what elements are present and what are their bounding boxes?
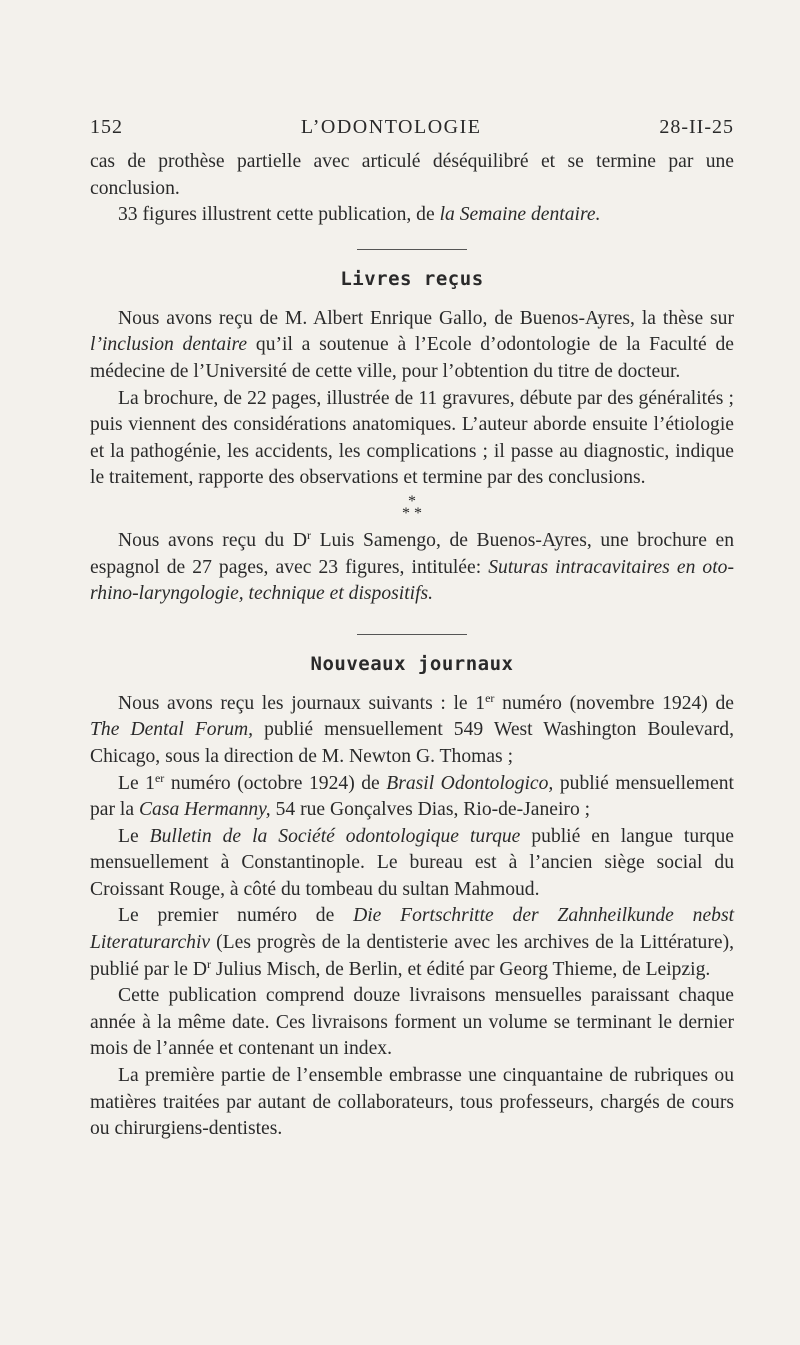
issue-date: 28-II-25 <box>659 116 734 138</box>
paragraph-text: Le 1 <box>118 772 155 794</box>
journaux-paragraph-1 <box>90 691 734 771</box>
section-divider <box>357 249 467 250</box>
paragraph-text: 54 rue Gonçalves Dias, Rio-de-Janeiro ; <box>270 799 591 821</box>
journaux-paragraph-4 <box>90 903 734 983</box>
paragraph-text: La brochure, de 22 pages, illustrée de 11 gravures, débute par des généralités ; puis viennent des considérations anatomiques. L’auteur aborde ensuite l’étiologie et la pathogénie, les accidents, les complications ; il passe au diagnostic, indique le traitement, rapporte des observations et termine par des conclusions. <box>90 387 734 489</box>
asterism <box>90 492 734 522</box>
section-divider <box>357 634 467 635</box>
paragraph-text: Nous avons reçu les journaux suivants : le 1 <box>118 692 486 714</box>
intro-paragraph-1 <box>90 149 734 202</box>
section-heading-livres-recus: Livres reçus <box>340 267 484 290</box>
paragraph-text: (Les progrès de la dentisterie avec les archives de la Littérature), publié par le D <box>90 932 734 980</box>
section-heading-nouveaux-journaux: Nouveaux journaux <box>310 652 514 675</box>
paragraph-italic: Casa Hermanny, <box>138 799 271 821</box>
journaux-paragraph-6 <box>90 1063 734 1143</box>
paragraph-text: publié mensuellement par la <box>90 772 734 821</box>
asterism-bottom: * * <box>402 504 422 522</box>
intro-italic: la Semaine dentaire. <box>439 204 601 226</box>
superscript: r <box>306 527 311 542</box>
journaux-paragraph-5 <box>90 983 734 1063</box>
superscript: er <box>154 770 165 785</box>
intro-paragraph-2 <box>90 202 734 229</box>
livres-paragraph-3 <box>90 528 734 608</box>
intro-text: 33 figures illustrent cette publication, de <box>118 204 440 226</box>
paragraph-italic: Die Fortschritte der Zahnheilkunde nebst Literaturarchiv <box>90 905 735 954</box>
paragraph-text: Le <box>118 825 150 847</box>
livres-paragraph-1 <box>90 306 734 386</box>
paragraph-italic: Bulletin de la Société odontologique turque <box>149 825 521 847</box>
journal-title: L’ODONTOLOGIE <box>300 116 482 138</box>
paragraph-italic: Suturas intracavitaires en oto-rhino-laryngologie, technique et dispositifs. <box>90 556 734 605</box>
journaux-paragraph-3 <box>90 824 734 904</box>
paragraph-text: numéro (octobre 1924) de <box>164 772 387 794</box>
paragraph-text: Luis Samengo, de Buenos-Ayres, une brochure en espagnol de 27 pages, avec 23 figures, intitulée: <box>90 529 734 578</box>
paragraph-text: Le premier numéro de <box>118 905 354 927</box>
paragraph-text: numéro (novembre 1924) de <box>494 692 734 714</box>
paragraph-text: Nous avons reçu de M. Albert Enrique Gallo, de Buenos-Ayres, la thèse sur <box>118 307 734 329</box>
superscript: r <box>206 956 211 971</box>
running-header <box>90 116 734 139</box>
journaux-paragraph-2 <box>90 771 734 824</box>
paragraph-text: publié en langue turque mensuellement à Constantinople. Le bureau est à l’ancien siège social du Croissant Rouge, à côté du tombeau du sultan Mahmoud. <box>90 825 734 900</box>
paragraph-italic: l’inclusion dentaire <box>90 334 248 356</box>
paragraph-text: Nous avons reçu du D <box>118 529 307 551</box>
page-number: 152 <box>90 116 123 138</box>
superscript: er <box>485 690 495 705</box>
asterism-top: * <box>408 492 416 510</box>
livres-paragraph-2 <box>90 386 734 492</box>
intro-text: cas de prothèse partielle avec articulé déséquilibré et se termine par une conclusion. <box>90 151 734 199</box>
paragraph-italic: Brasil Odontologico, <box>386 772 554 794</box>
paragraph-text: La première partie de l’ensemble embrasse une cinquantaine de rubriques ou matières traitées par autant de collaborateurs, tous professeurs, chargés de cours ou chirurgiens-dentistes. <box>90 1065 734 1140</box>
paragraph-text: Julius Misch, de Berlin, et édité par Georg Thieme, de Leipzig. <box>210 958 711 980</box>
paragraph-text: qu’il a soutenue à l’Ecole d’odontologie de la Faculté de médecine de l’Université de cette ville, pour l’obtention du titre de docteur. <box>90 334 734 382</box>
paragraph-text: Cette publication comprend douze livraisons mensuelles paraissant chaque année à la même date. Ces livraisons forment un volume se terminant le dernier mois de l’année et contenant un index. <box>90 985 734 1060</box>
paragraph-text: publié mensuellement 549 West Washington Boulevard, Chicago, sous la direction de M. Newton G. Thomas ; <box>90 719 734 767</box>
paragraph-italic: The Dental Forum, <box>90 719 254 741</box>
